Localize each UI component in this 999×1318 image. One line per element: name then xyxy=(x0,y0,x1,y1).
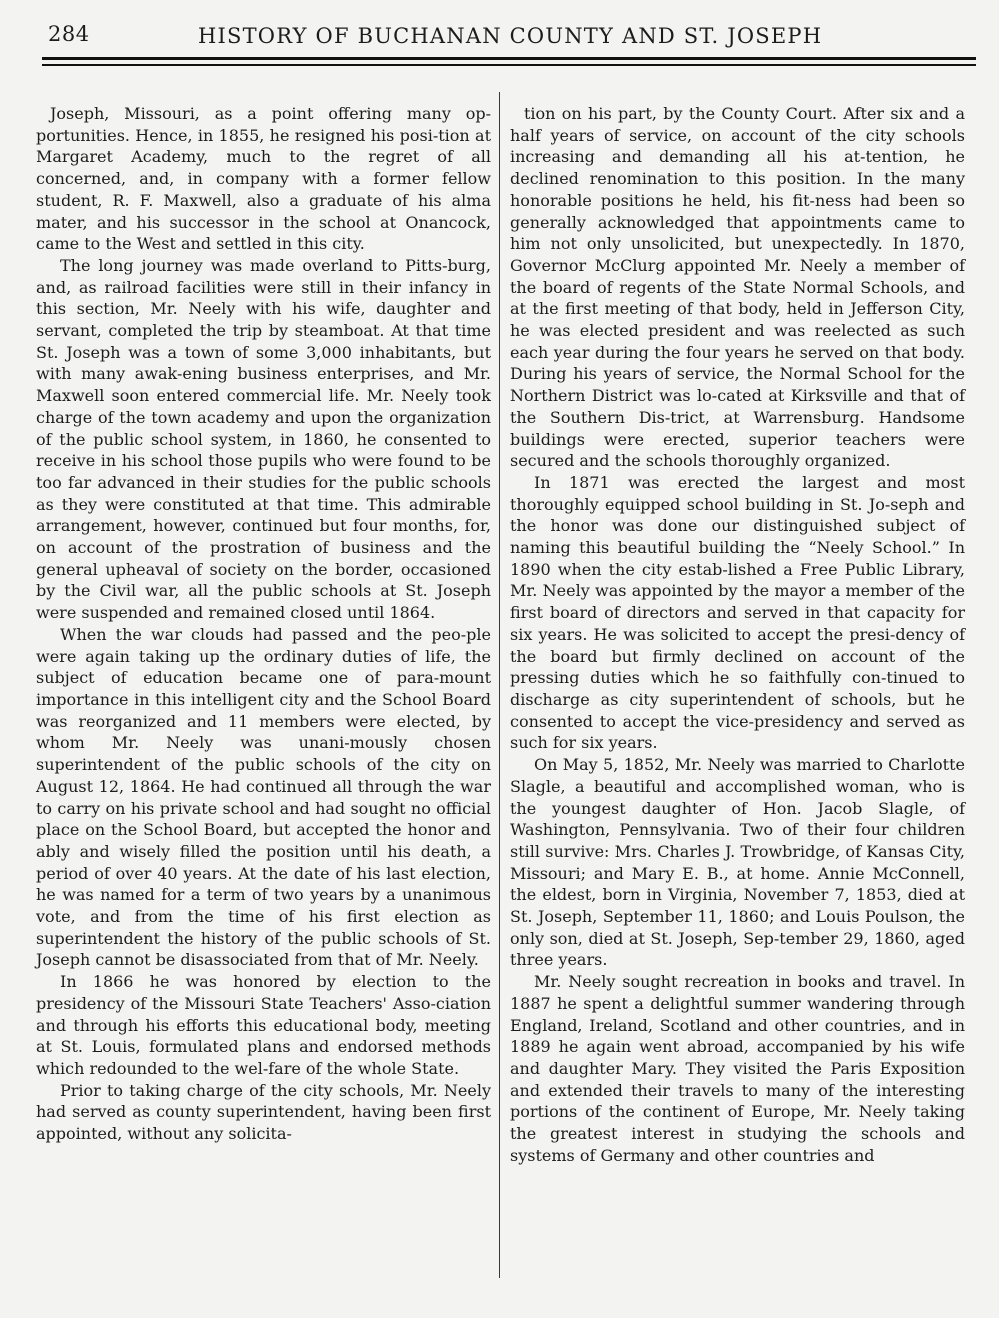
paragraph: Prior to taking charge of the city schools, Mr. Neely had served as county superintendent, having been first appointed, without any solicita- xyxy=(36,1080,491,1144)
paragraph: tion on his part, by the County Court. After six and a half years of service, on account of the city schools increasing and demanding all his at-tention, he declined renomination to this position. In the many honorable positions he held, his fit-ness had been so generally acknowledged that appointments came to him not only unsolicited, but unexpectedly. In 1870, Governor McClurg appointed Mr. Neely a member of the board of regents of the State Normal Schools, and at the first meeting of that body, held in Jefferson City, he was elected president and was reelected as such each year during the four years he served on that body. During his years of service, the Normal School for the Northern District was lo-cated at Kirksville and that of the Southern Dis-trict, at Warrensburg. Handsome buildings were erected, superior teachers were secured and the schools thoroughly organized. xyxy=(510,104,965,471)
right-column xyxy=(510,103,965,1166)
paragraph: The long journey was made overland to Pitts-burg, and, as railroad facilities were still in their infancy in this section, Mr. Neely with his wife, daughter and servant, completed the trip by steamboat. At that time St. Joseph was a town of some 3,000 inhabitants, but with many awak-ening business enterprises, and Mr. Maxwell soon entered commercial life. Mr. Neely took charge of the town academy and upon the organization of the public school system, in 1860, he consented to receive in his school those pupils who were found to be too far advanced in their studies for the public schools as they were constituted at that time. This admirable arrangement, however, continued but four months, for, on account of the prostration of business and the general upheaval of society on the border, occasioned by the Civil war, all the public schools at St. Joseph were suspended and remained closed until 1864. xyxy=(36,255,491,623)
column-divider xyxy=(499,92,500,1278)
paragraph: Joseph, Missouri, as a point offering many op-portunities. Hence, in 1855, he resigned his posi-tion at Margaret Academy, much to the regret of all concerned, and, in company with a former fellow student, R. F. Maxwell, also a graduate of his alma mater, and his successor in the school at Onancock, came to the West and settled in this city. xyxy=(36,104,491,254)
paragraph: Mr. Neely sought recreation in books and travel. In 1887 he spent a delightful summer wandering through England, Ireland, Scotland and other countries, and in 1889 he again went abroad, accompanied by his wife and daughter Mary. They visited the Paris Exposition and extended their travels to many of the interesting portions of the continent of Europe, Mr. Neely taking the greatest interest in studying the schools and systems of Germany and other countries and xyxy=(510,972,965,1165)
left-column xyxy=(36,103,491,1145)
header-rule-top xyxy=(42,57,976,60)
running-title: HISTORY OF BUCHANAN COUNTY AND ST. JOSEPH xyxy=(198,24,823,48)
paragraph: When the war clouds had passed and the peo-ple were again taking up the ordinary duties of life, the subject of education became one of para-mount importance in this intelligent city and the School Board was reorganized and 11 members were elected, by whom Mr. Neely was unani-mously chosen superintendent of the public schools of the city on August 12, 1864. He had continued all through the war to carry on his private school and had sought no official place on the School Board, but accepted the honor and ably and wisely filled the position until his death, a period of over 40 years. At the date of his last election, he was named for a term of two years by a unanimous vote, and from the time of his first election as superintendent the history of the public schools of St. Joseph cannot be disassociated from that of Mr. Neely. xyxy=(36,624,491,970)
page-number: 284 xyxy=(48,22,90,46)
paragraph: In 1871 was erected the largest and most thoroughly equipped school building in St. Jo-seph and the honor was done our distinguished subject of naming this beautiful building the “Neely School.” In 1890 when the city estab-lished a Free Public Library, Mr. Neely was appointed by the mayor a member of the first board of directors and served in that capacity for six years. He was solicited to accept the presi-dency of the board but firmly declined on account of the pressing duties which he so faithfully con-tinued to discharge as city superintendent of schools, but he consented to accept the vice-presidency and served as such for six years. xyxy=(510,472,965,753)
header-rule-bottom xyxy=(42,64,976,66)
paragraph: On May 5, 1852, Mr. Neely was married to Charlotte Slagle, a beautiful and accomplished woman, who is the youngest daughter of Hon. Jacob Slagle, of Washington, Pennsylvania. Two of their four children still survive: Mrs. Charles J. Trowbridge, of Kansas City, Missouri; and Mary E. B., at home. Annie McConnell, the eldest, born in Virginia, November 7, 1853, died at St. Joseph, September 11, 1860; and Louis Poulson, the only son, died at St. Joseph, Sep-tember 29, 1860, aged three years. xyxy=(510,755,965,970)
paragraph: In 1866 he was honored by election to the presidency of the Missouri State Teachers' Asso-ciation and through his efforts this educational body, meeting at St. Louis, formulated plans and endorsed methods which redounded to the wel-fare of the whole State. xyxy=(36,972,491,1078)
